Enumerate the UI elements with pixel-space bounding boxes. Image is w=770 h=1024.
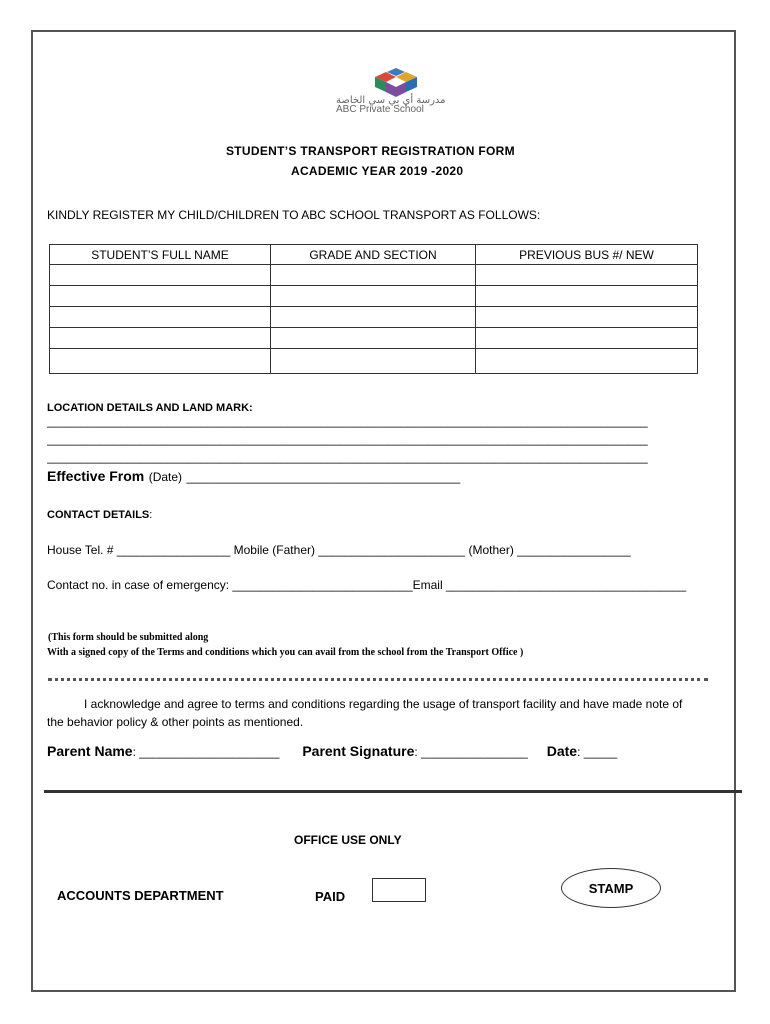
stamp-oval	[561, 868, 661, 908]
location-label: LOCATION DETAILS AND LAND MARK:	[47, 402, 253, 414]
logo-arabic-text: مدرسة أي بي سي الخاصة	[336, 95, 446, 106]
stamp-label: STAMP	[588, 880, 634, 896]
grade-cell[interactable]	[271, 349, 476, 374]
grade-cell[interactable]	[271, 265, 476, 286]
logo-english-text: ABC Private School	[336, 104, 424, 115]
student-name-cell[interactable]	[50, 286, 271, 307]
signature-row	[47, 743, 617, 761]
emergency-row	[47, 578, 686, 592]
table-row	[50, 328, 698, 349]
bus-cell[interactable]	[476, 307, 698, 328]
office-divider	[44, 790, 742, 793]
effective-date-line[interactable]: _________________________________________	[186, 470, 461, 484]
col-previous-bus: PREVIOUS BUS #/ NEW	[476, 245, 698, 265]
mobile-father-field[interactable]: Mobile (Father) ______________________	[233, 543, 466, 557]
table-row	[50, 307, 698, 328]
mobile-mother-field[interactable]: (Mother) _________________	[468, 543, 631, 557]
contact-details-label: CONTACT DETAILS	[47, 509, 150, 521]
grade-cell[interactable]	[271, 328, 476, 349]
student-table	[49, 244, 698, 374]
house-tel-field[interactable]: House Tel. # _________________	[47, 543, 231, 557]
col-grade-section: GRADE AND SECTION	[271, 245, 476, 265]
parent-signature-label: Parent Signature	[302, 743, 415, 759]
col-student-name: STUDENT’S FULL NAME	[50, 245, 271, 265]
intro-text: KINDLY REGISTER MY CHILD/CHILDREN TO ABC SCHOOL TRANSPORT AS FOLLOWS:	[47, 208, 541, 222]
accounts-department-label: ACCOUNTS DEPARTMENT	[57, 888, 224, 903]
table-row	[50, 265, 698, 286]
effective-from-label: Effective From	[47, 468, 145, 484]
grade-cell[interactable]	[271, 286, 476, 307]
date-label: Date	[546, 743, 578, 759]
emergency-contact-field[interactable]: Contact no. in case of emergency: ___________________________	[47, 578, 413, 592]
location-line-3[interactable]: __________________________________________________________________________________________	[47, 450, 648, 464]
ack-line-1: I acknowledge and agree to terms and conditions regarding the usage of transport facility and have made note of	[84, 697, 683, 711]
date-line[interactable]: : _____	[577, 745, 618, 759]
office-use-title: OFFICE USE ONLY	[294, 833, 402, 847]
parent-name-line[interactable]: : _____________________	[132, 745, 280, 759]
parent-name-label: Parent Name	[47, 743, 133, 759]
grade-cell[interactable]	[271, 307, 476, 328]
bus-cell[interactable]	[476, 328, 698, 349]
ack-line-2: the behavior policy & other points as mentioned.	[47, 715, 304, 729]
note-line-1: (This form should be submitted along	[48, 632, 209, 643]
student-name-cell[interactable]	[50, 328, 271, 349]
paid-checkbox[interactable]	[372, 878, 426, 902]
student-name-cell[interactable]	[50, 307, 271, 328]
academic-year: ACADEMIC YEAR 2019 -2020	[291, 164, 464, 178]
effective-from-row	[47, 468, 460, 486]
location-line-2[interactable]: __________________________________________________________________________________________	[47, 432, 648, 446]
table-row	[50, 349, 698, 374]
email-field[interactable]: Email ____________________________________	[412, 578, 687, 592]
location-line-1[interactable]: __________________________________________________________________________________________	[47, 414, 648, 428]
phone-row	[47, 543, 631, 557]
parent-signature-line[interactable]: : ________________	[414, 745, 528, 759]
table-row	[50, 286, 698, 307]
student-name-cell[interactable]	[50, 265, 271, 286]
effective-date-label: (Date)	[148, 470, 183, 484]
table-header-row	[50, 245, 698, 265]
separator-dashed	[48, 678, 708, 681]
contact-details-row	[47, 509, 152, 521]
paid-label: PAID	[315, 889, 346, 904]
bus-cell[interactable]	[476, 265, 698, 286]
student-name-cell[interactable]	[50, 349, 271, 374]
contact-colon: :	[149, 509, 153, 521]
bus-cell[interactable]	[476, 286, 698, 307]
bus-cell[interactable]	[476, 349, 698, 374]
form-title: STUDENT’S TRANSPORT REGISTRATION FORM	[226, 144, 515, 158]
note-line-2: With a signed copy of the Terms and conditions which you can avail from the school from the Transport Office )	[47, 647, 524, 658]
